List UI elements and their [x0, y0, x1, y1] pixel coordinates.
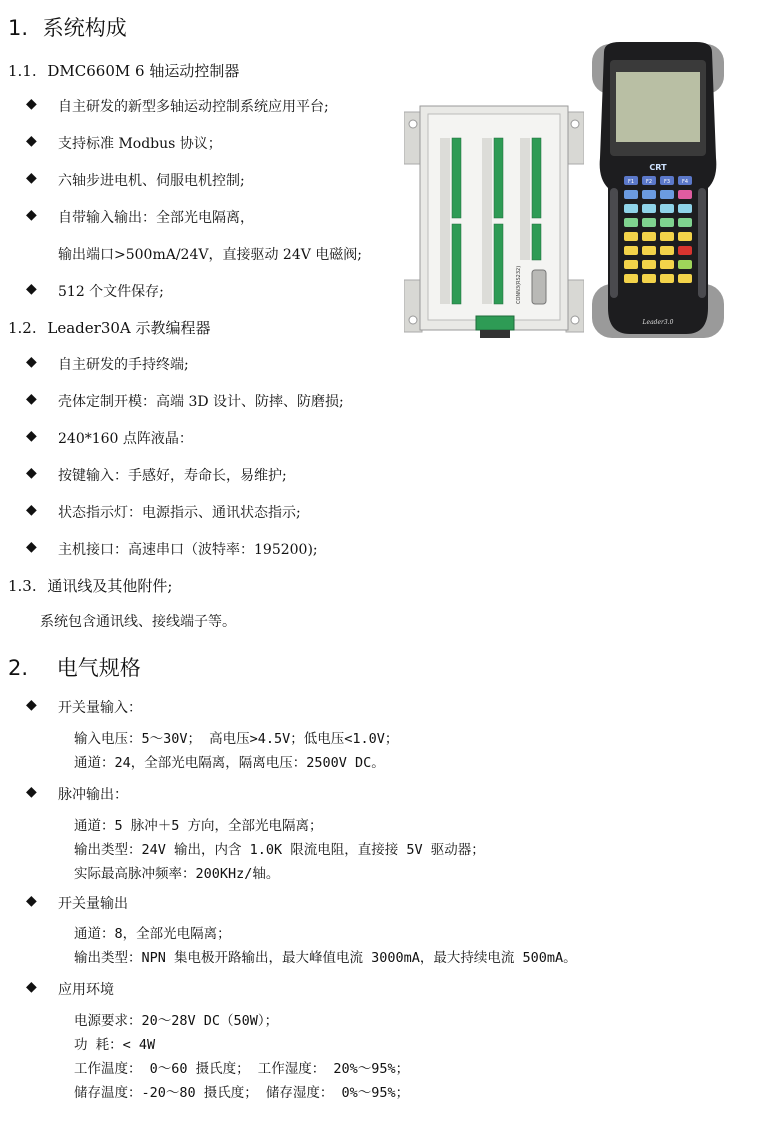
pendant-brand-logo: CRT: [649, 163, 667, 172]
section2-heading: [8, 652, 141, 682]
list-item-continuation: 输出端口>500mA/24V，直接驱动 24V 电磁阀;: [58, 247, 363, 263]
subsection-1-3-title: 通讯线及其他附件;: [47, 577, 173, 595]
bullet-icon: ◆: [26, 391, 37, 407]
bullet-icon: ◆: [26, 697, 37, 713]
list-item: 自主研发的新型多轴运动控制系统应用平台;: [58, 99, 329, 115]
bullet-icon: ◆: [26, 784, 37, 800]
subsection-1-2-number: 1.2.: [8, 319, 37, 337]
subsection-1-1-number: 1.1.: [8, 62, 37, 80]
bullet-icon: ◆: [26, 281, 37, 297]
bullet-icon: ◆: [26, 465, 37, 481]
list-item: 512 个文件保存;: [58, 284, 164, 300]
spec-line: 通道：5 脉冲＋5 方向，全部光电隔离；: [74, 818, 323, 834]
list-item: 自主研发的手持终端;: [58, 357, 189, 373]
section2-title: 电气规格: [56, 656, 141, 680]
spec-line: 储存温度：-20～80 摄氏度； 储存湿度： 0%～95%；: [74, 1085, 410, 1101]
spec-line: 通道：24，全部光电隔离，隔离电压：2500V DC。: [74, 755, 385, 771]
list-item: 按键输入：手感好，寿命长，易维护;: [58, 468, 287, 484]
subsection-1-3-number: 1.3.: [8, 577, 37, 595]
spec-line: 输出类型：24V 输出，内含 1.0K 限流电阻，直接接 5V 驱动器；: [74, 842, 485, 858]
list-item: 主机接口：高速串口（波特率：195200);: [58, 542, 318, 558]
subsection-1-1-title: DMC660M 6 轴运动控制器: [47, 62, 240, 80]
subsection-1-3-heading: [8, 575, 172, 596]
spec-line: 工作温度： 0～60 摄氏度； 工作湿度： 20%～95%；: [74, 1061, 410, 1077]
section1-number: 1.: [8, 16, 29, 40]
bullet-icon: ◆: [26, 539, 37, 555]
pendant-model-label: Leader3.0: [642, 319, 674, 326]
controller-image: [404, 104, 584, 340]
spec-line: 功 耗：< 4W: [74, 1037, 156, 1053]
pendant-key-f4: F4: [681, 179, 689, 185]
subsection-1-3-text: 系统包含通讯线、接线端子等。: [40, 614, 236, 630]
subsection-1-1-heading: [8, 60, 239, 81]
spec-group-title: 开关量输入：: [58, 700, 142, 716]
spec-group-title: 开关量输出: [58, 896, 128, 912]
bullet-icon: ◆: [26, 133, 37, 149]
list-item: 支持标准 Modbus 协议；: [58, 136, 222, 152]
section1-heading: [8, 12, 127, 42]
pendant-key-f3: F3: [663, 179, 671, 185]
list-item: 六轴步进电机、伺服电机控制;: [58, 173, 245, 189]
pendant-key-f1: F1: [627, 179, 635, 185]
spec-line: 输出类型：NPN 集电极开路输出，最大峰值电流 3000mA，最大持续电流 500mA。: [74, 950, 577, 966]
spec-line: 实际最高脉冲频率：200KHz/轴。: [74, 866, 280, 882]
spec-group-title: 应用环境: [58, 982, 114, 998]
bullet-icon: ◆: [26, 428, 37, 444]
subsection-1-2-heading: [8, 317, 211, 338]
spec-line: 输入电压：5～30V； 高电压>4.5V；低电压<1.0V；: [74, 731, 399, 747]
bullet-icon: ◆: [26, 979, 37, 995]
controller-connector-label: CONN3(RS232): [516, 265, 522, 304]
spec-line: 电源要求：20～28V DC（50W）；: [74, 1013, 279, 1029]
pendant-image: [590, 38, 726, 340]
pendant-key-f2: F2: [645, 179, 653, 185]
bullet-icon: ◆: [26, 170, 37, 186]
list-item: 状态指示灯：电源指示、通讯状态指示;: [58, 505, 301, 521]
bullet-icon: ◆: [26, 893, 37, 909]
bullet-icon: ◆: [26, 502, 37, 518]
bullet-icon: ◆: [26, 207, 37, 223]
section2-number: 2.: [8, 656, 29, 680]
spec-group-title: 脉冲输出：: [58, 787, 128, 803]
section1-title: 系统构成: [42, 16, 127, 40]
bullet-icon: ◆: [26, 354, 37, 370]
list-item: 壳体定制开模：高端 3D 设计、防摔、防磨损;: [58, 394, 344, 410]
list-item: 240*160 点阵液晶：: [58, 431, 193, 447]
list-item: 自带输入输出：全部光电隔离，: [58, 210, 254, 226]
subsection-1-2-title: Leader30A 示教编程器: [47, 319, 211, 337]
spec-line: 通道：8，全部光电隔离；: [74, 926, 231, 942]
bullet-icon: ◆: [26, 96, 37, 112]
